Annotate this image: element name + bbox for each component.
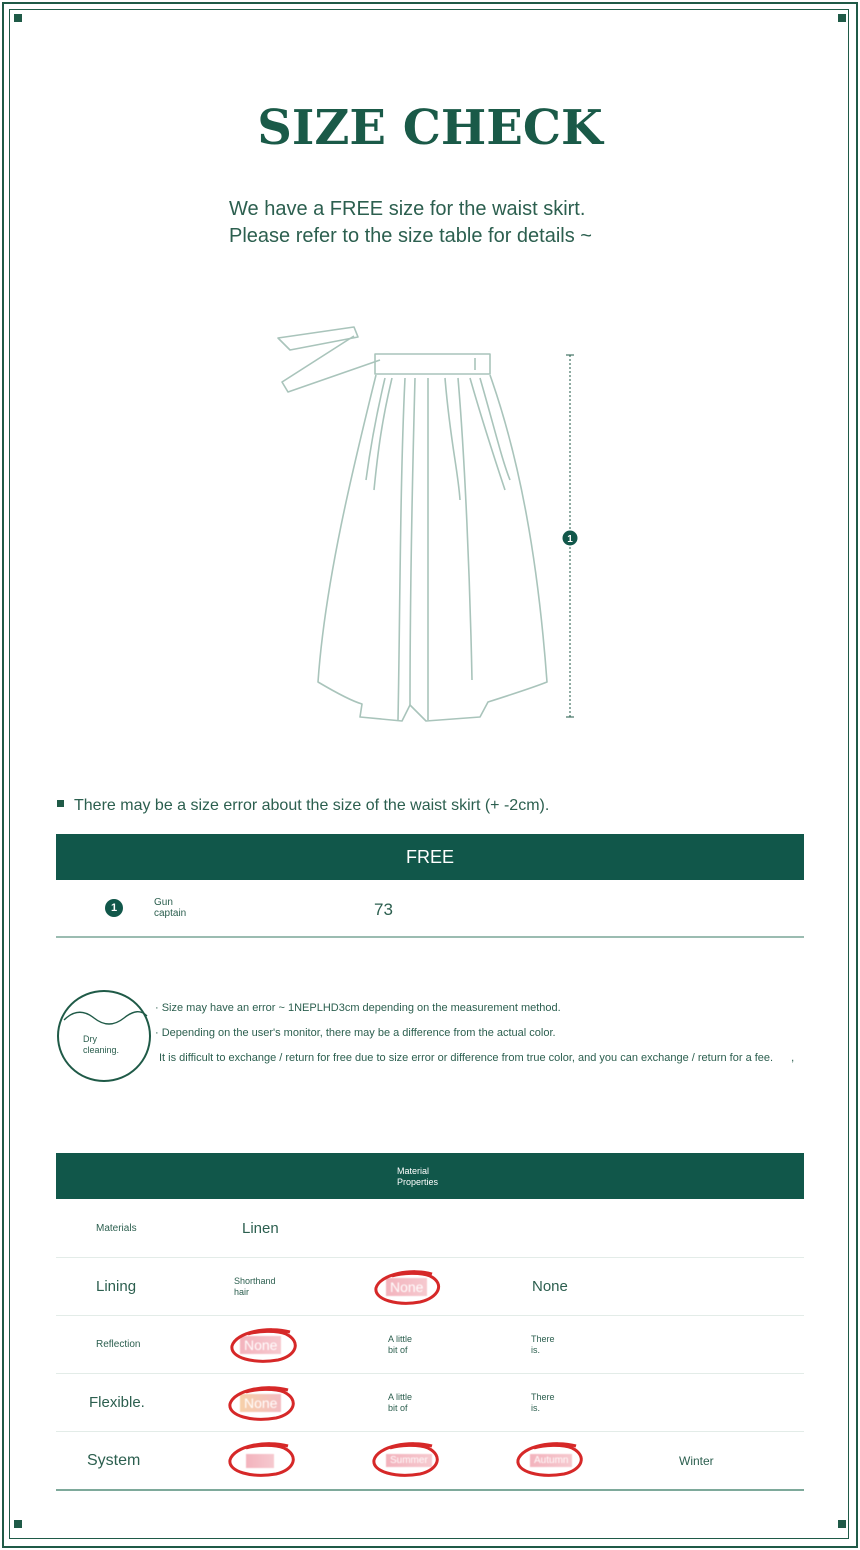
dry-cleaning-icon: Dry cleaning. [57,990,151,1082]
bullet-square-icon [57,800,64,807]
skirt-tie-strap [282,336,380,392]
skirt-diagram [270,320,590,730]
care-note: · Depending on the user's monitor, there may be a difference from the actual color. [155,1027,556,1039]
material-table [56,1200,804,1491]
intro-line-1: We have a FREE size for the waist skirt. [229,198,586,220]
skirt-waistband [375,354,490,374]
highlight-circle-icon [228,1326,304,1366]
material-row: System Summer Autumn Winter [56,1432,804,1491]
material-row: Flexible. None A little bit of There is. [56,1374,804,1432]
corner-square [14,14,22,22]
size-row-label: Gun captain [154,897,187,919]
care-notes [155,1002,795,1077]
corner-square [838,14,846,22]
highlight-circle-icon [372,1268,446,1308]
material-row: Lining Shorthand hair None None [56,1258,804,1316]
material-row: Materials Linen [56,1200,804,1258]
size-table-header: FREE [56,834,804,880]
corner-square [14,1520,22,1528]
material-table-header: Material Properties [56,1153,804,1199]
intro-text [229,196,592,250]
skirt-body [318,375,547,721]
care-note: It is difficult to exchange / return for free due to size error or difference from true color, and you can exchange / return for a fee. , [159,1052,795,1064]
size-row-value: 73 [374,900,393,919]
intro-line-2: Please refer to the size table for details ~ [229,225,592,247]
material-row: Reflection None A little bit of There is. [56,1316,804,1374]
wave-icon [59,996,149,1036]
page-title: SIZE CHECK [257,100,603,156]
size-table-row [56,880,804,938]
highlight-circle-icon [226,1440,302,1482]
care-note: · Size may have an error ~ 1NEPLHD3cm depending on the measurement method. [155,1002,561,1014]
measure-marker-label: 1 [567,534,573,545]
skirt-tie [278,327,358,350]
highlight-circle-icon [226,1384,302,1424]
highlight-circle-icon [370,1440,446,1482]
size-error-note-text: There may be a size error about the size of the waist skirt (+ -2cm). [74,797,550,814]
size-error-note [57,797,549,815]
highlight-circle-icon [514,1440,590,1482]
corner-square [838,1520,846,1528]
size-row-badge: 1 [105,899,123,917]
